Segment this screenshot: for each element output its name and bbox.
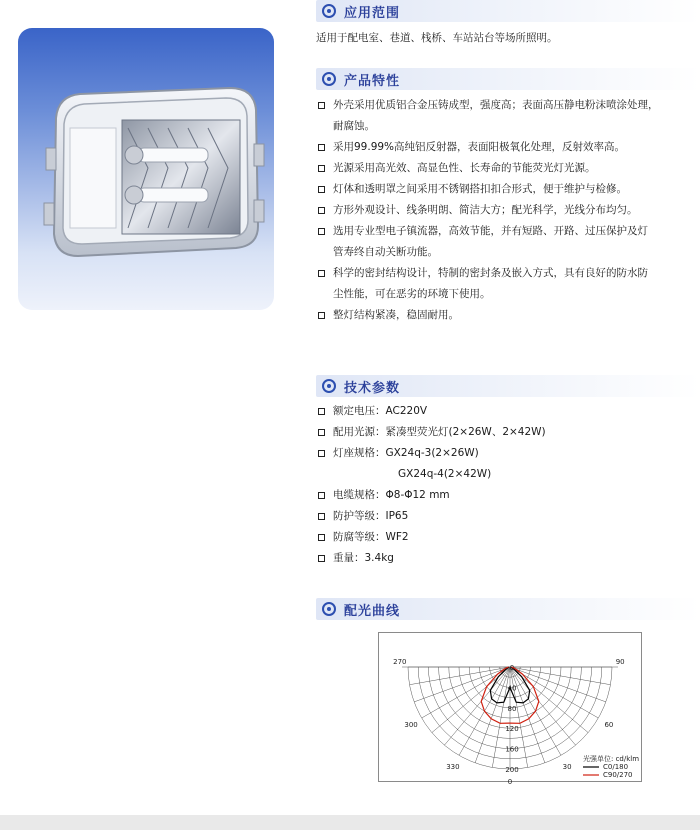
angle-label: 30 <box>562 762 572 771</box>
legend-label: C90/270 <box>603 771 633 779</box>
legend-label: C0/180 <box>603 763 629 771</box>
polar-chart <box>378 632 642 787</box>
bullet-icon <box>318 492 325 499</box>
spec-item: 电缆规格：Φ8-Φ12 mm <box>316 485 700 506</box>
feature-item: 选用专业型电子镇流器，高效节能，并有短路、开路、过压保护及灯 <box>316 221 700 242</box>
bullet-icon <box>318 534 325 541</box>
section-title: 配光曲线 <box>344 604 401 619</box>
bullet-icon <box>318 165 325 172</box>
radial-label: 0 <box>509 664 515 672</box>
spec-item: 额定电压：AC220V <box>316 401 700 422</box>
spec-item-continued: GX24q-4(2×42W) <box>398 468 492 480</box>
spec-item: 防护等级：IP65 <box>316 506 700 527</box>
bottom-band <box>0 815 700 830</box>
feature-item-continued: 管寿终自动关断功能。 <box>333 246 438 258</box>
section-header <box>316 375 700 397</box>
section-title: 应用范围 <box>344 6 401 21</box>
angle-label: 60 <box>604 721 614 730</box>
spec-item: 防腐等级：WF2 <box>316 527 700 548</box>
spec-item: 配用光源：紧凑型荧光灯(2×26W、2×42W) <box>316 422 700 443</box>
section-features <box>316 68 700 326</box>
section-application <box>316 0 700 49</box>
feature-item: 整灯结构紧凑，稳固耐用。 <box>316 305 700 326</box>
application-text: 适用于配电室、巷道、栈桥、车站站台等场所照明。 <box>316 32 558 44</box>
feature-item: 外壳采用优质铝合金压铸成型，强度高；表面高压静电粉沫喷涂处理， <box>316 95 700 116</box>
angle-label: 270 <box>393 658 407 666</box>
section-header <box>316 598 700 620</box>
section-title: 产品特性 <box>344 74 401 89</box>
product-photo <box>18 28 274 310</box>
radial-label: 40 <box>507 684 517 693</box>
bullet-icon <box>318 312 325 319</box>
legend-title: 光强单位: cd/klm <box>583 755 640 763</box>
floodlight-illustration <box>18 28 274 310</box>
angle-label: 300 <box>404 721 418 730</box>
feature-item: 光源采用高光效、高显色性、长寿命的节能荧光灯光源。 <box>316 158 700 179</box>
section-header <box>316 0 700 22</box>
bullet-icon <box>318 144 325 151</box>
radial-label: 120 <box>505 725 519 734</box>
bullet-icon <box>318 207 325 214</box>
bullet-icon <box>318 102 325 109</box>
radial-label: 200 <box>505 766 519 774</box>
section-curve <box>316 598 700 620</box>
feature-item-continued: 尘性能，可在恶劣的环境下使用。 <box>333 288 491 300</box>
target-icon <box>322 72 336 86</box>
spec-item: 重量：3.4kg <box>316 548 700 569</box>
target-icon <box>322 379 336 393</box>
angle-label: 90 <box>615 658 625 666</box>
feature-item-continued: 耐腐蚀。 <box>333 120 375 132</box>
bullet-icon <box>318 429 325 436</box>
angle-label: 330 <box>446 762 460 771</box>
bullet-icon <box>318 186 325 193</box>
bullet-icon <box>318 270 325 277</box>
section-header <box>316 68 700 90</box>
feature-item: 灯体和透明罩之间采用不锈钢搭扣扣合形式，便于维护与检修。 <box>316 179 700 200</box>
feature-item: 方形外观设计、线条明朗、简洁大方；配光科学，光线分布均匀。 <box>316 200 700 221</box>
radial-label: 80 <box>507 704 517 713</box>
bullet-icon <box>318 513 325 520</box>
feature-item: 采用99.99%高纯铝反射器，表面阳极氧化处理，反射效率高。 <box>316 137 700 158</box>
radial-label: 160 <box>505 745 519 754</box>
target-icon <box>322 602 336 616</box>
section-specs <box>316 375 700 569</box>
section-title: 技术参数 <box>344 381 401 396</box>
feature-item: 科学的密封结构设计，特制的密封条及嵌入方式，具有良好的防水防 <box>316 263 700 284</box>
spec-item: 灯座规格：GX24q-3(2×26W) <box>316 443 700 464</box>
angle-label: 0 <box>507 778 513 787</box>
polar-chart-svg <box>379 633 641 787</box>
bullet-icon <box>318 408 325 415</box>
target-icon <box>322 4 336 18</box>
bullet-icon <box>318 555 325 562</box>
bullet-icon <box>318 228 325 235</box>
bullet-icon <box>318 450 325 457</box>
